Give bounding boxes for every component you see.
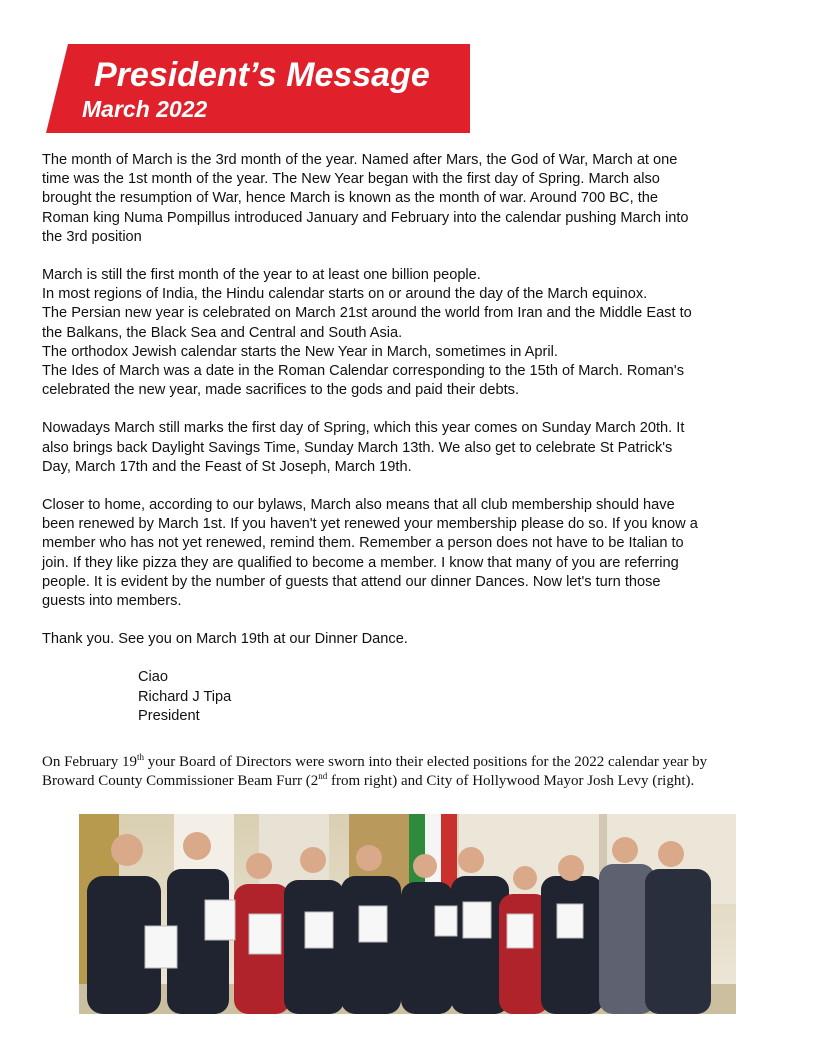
caption-superscript: th [136, 752, 144, 762]
text-line: join. If they like pizza they are qualified to become a member. I know that many of you are referring [42, 554, 679, 571]
text-line: member who has not yet renewed, remind them. Remember a person does not have to be Italian to [42, 535, 684, 552]
page-title: President’s Message [94, 56, 430, 94]
caption-text: On February 19 [42, 754, 137, 770]
caption-text: Broward County Commissioner Beam Furr (2 [42, 773, 319, 789]
title-banner [46, 44, 470, 133]
caption-superscript: nd [318, 771, 328, 781]
text-line: The Ides of March was a date in the Roman Calendar corresponding to the 15th of March. Roman's [42, 363, 685, 380]
paragraph-1 [42, 151, 782, 247]
text-line: the 3rd position [42, 228, 142, 245]
signature-name: Richard J Tipa [138, 688, 232, 705]
text-line: been renewed by March 1st. If you haven't yet renewed your membership please do so. If you know a [42, 516, 698, 533]
text-line: Closer to home, according to our bylaws, March also means that all club membership should have [42, 497, 675, 514]
paragraph-3 [42, 419, 782, 477]
paragraph-2 [42, 266, 782, 400]
text-line: The orthodox Jewish calendar starts the New Year in March, sometimes in April. [42, 343, 558, 360]
text-line: brought the resumption of War, hence March is known as the month of war. Around 700 BC, the [42, 190, 658, 207]
text-line: Day, March 17th and the Feast of St Joseph, March 19th. [42, 458, 412, 475]
caption-line-2 [42, 772, 782, 791]
paragraph-4 [42, 496, 782, 611]
text-line: also brings back Daylight Savings Time, Sunday March 13th. We also get to celebrate St Patrick's [42, 439, 673, 456]
photo-caption [42, 753, 782, 791]
text-line: guests into members. [42, 593, 182, 610]
group-photo-illustration [79, 814, 736, 1014]
text-line: The month of March is the 3rd month of the year. Named after Mars, the God of War, March at one [42, 152, 678, 168]
caption-line-1 [42, 753, 782, 772]
signature-block [138, 668, 782, 726]
text-line: people. It is evident by the number of guests that attend our dinner Dances. Now let's turn those [42, 573, 661, 590]
text-line: The Persian new year is celebrated on March 21st around the world from Iran and the Middle East to [42, 305, 692, 322]
message-body [42, 151, 782, 726]
caption-text: from right) and City of Hollywood Mayor Josh Levy (right). [327, 773, 695, 789]
signature-role: President [138, 707, 200, 724]
signature-closing: Ciao [138, 669, 169, 686]
text-line: In most regions of India, the Hindu calendar starts on or around the day of the March equinox. [42, 286, 648, 303]
text-line: Roman king Numa Pompillus introduced January and February into the calendar pushing March into [42, 209, 689, 226]
paragraph-5: Thank you. See you on March 19th at our Dinner Dance. [42, 631, 408, 648]
text-line: Nowadays March still marks the first day of Spring, which this year comes on Sunday March 20th. It [42, 420, 685, 437]
page-subtitle: March 2022 [82, 96, 208, 122]
caption-text: your Board of Directors were sworn into their elected positions for the 2022 calendar year by [144, 754, 708, 770]
board-group-photo [79, 814, 736, 1014]
text-line: the Balkans, the Black Sea and Central and South Asia. [42, 324, 403, 341]
text-line: celebrated the new year, made sacrifices to the gods and paid their debts. [42, 382, 520, 399]
text-line: March is still the first month of the year to at least one billion people. [42, 267, 481, 284]
text-line: time was the 1st month of the year. The New Year began with the first day of Spring. March also [42, 171, 660, 188]
